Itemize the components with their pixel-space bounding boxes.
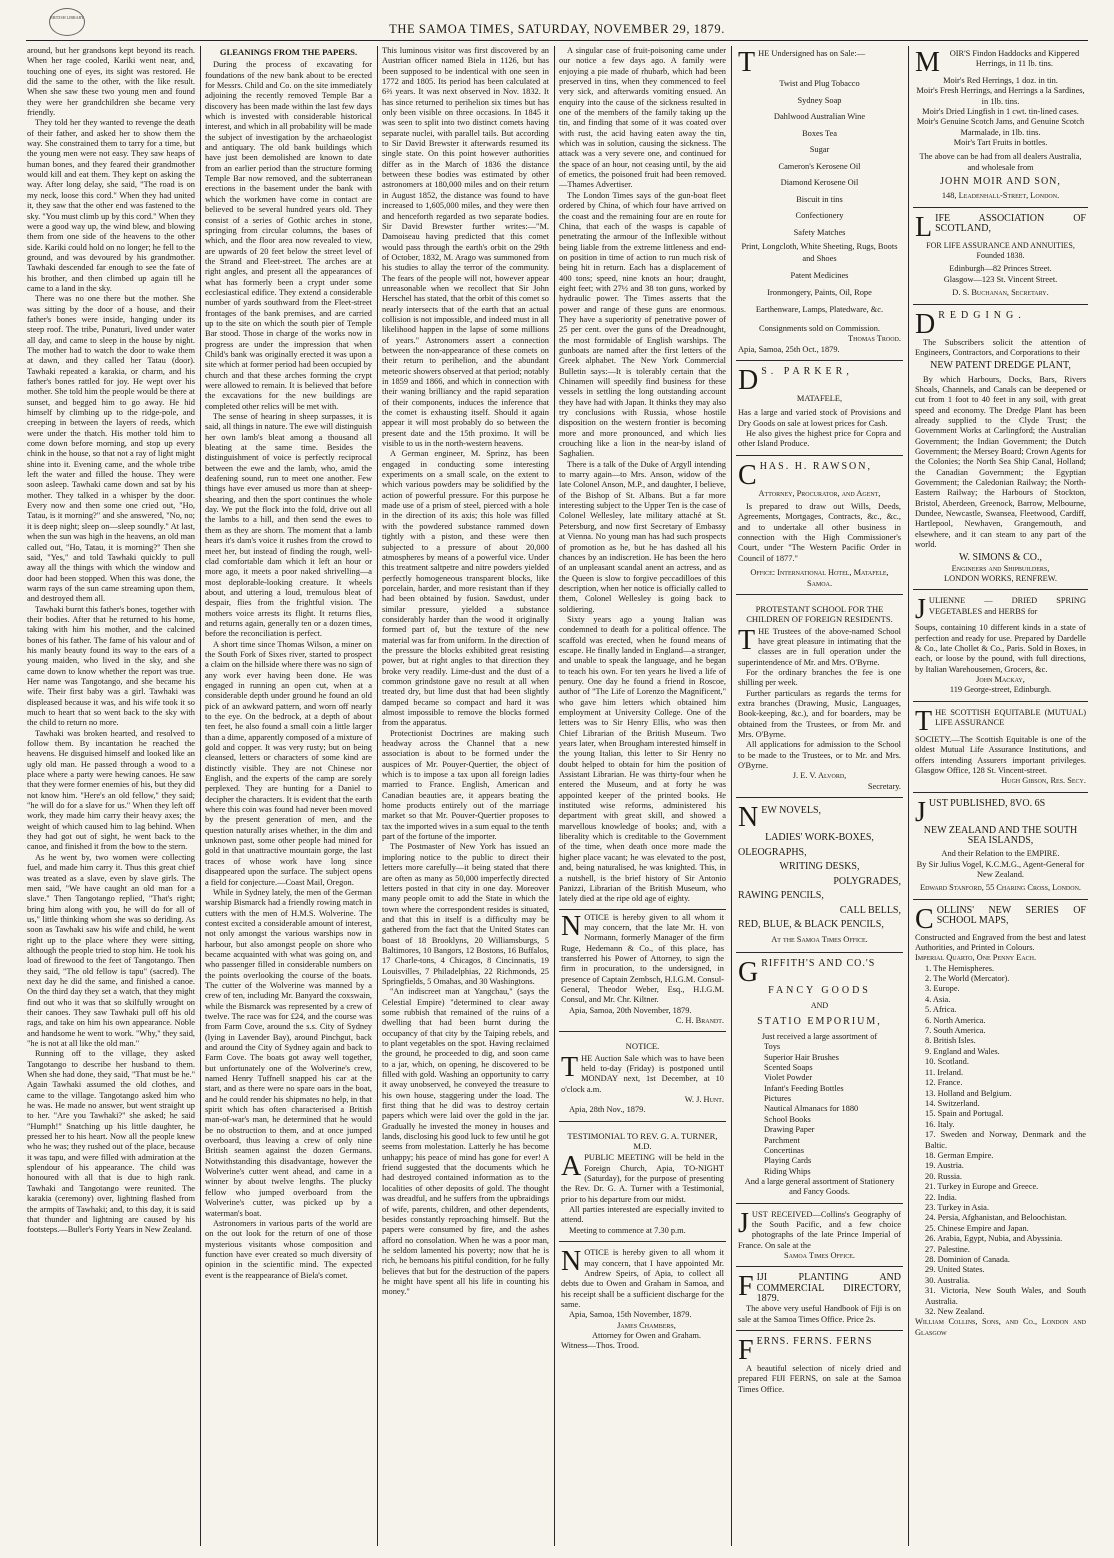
ad-heading: OLLINS' NEW SERIES OF SCHOOL MAPS, xyxy=(936,904,1086,926)
article-paragraph: While in Sydney lately, the men of the German warship Bismarck had a friendly rowing match in cutters with the men of H.M.S. Wolverine. The contest excited a considerable amount of interest, not only amongst the various warships now in harbour, but also amongst people on shore who became acquainted with what was going on, and who passenger filled in considerable numbers on the points overlooking the course of the boats. The cutter of the Wolverine was manned by a crew of ten, including Mr. Banyard the coxswain, while the Bismarck was represented by a crew of twelve. The race was for £24, and the course was from Farm Cove, around the s.s. City of Sydney (lying in Lavender Bay), around Pinchgut, back and around the City of Sydney again and back to Farm Cove. The boats got away well together, but unfortunately one of the Wolverine's crew, named Henry Tuffnell snapped his car at the start, and as there were no spare oars in the boat, and he could render his shipmates no help, in that spirit which has often characterised a British man-of-war's man, he determined that he would be no obstruction to them, and at once jumped overboard, thus leaving a crew of only nine British seamen against the dozen Germans. Notwithstanding this disadvantage, however the Wolverine's cutter went ahead, and came in a winner by about twelve lengths. The plucky fellow who jumped overboard from the Wolverine's cutter, was picked up by a waterman's boat. xyxy=(205,887,372,1218)
ad-body: A beautiful selection of nicely dried and prepared FIJI FERNS, on sale at the Samoa Times Office. xyxy=(738,1364,901,1394)
article-paragraph: A singular case of fruit-poisoning came under our notice a few days ago. A family were enjoying a pie made of rhubarb, which had been preserved in tins, when they commenced to feel very sick, and afterwards vomiting ensued. An enquiry into the cause of the sickness resulted in one of the members of the family taking up the tin, and finding that some of it was coated over with rust, the acid having eaten away the tin, which was in solution, causing the sickness. The attack was a very severe one, and continued for the space of an hour, not ceasing until, by the aid of emetics, the poisoned fruit had been removed.—Thames Advertiser. xyxy=(559,46,726,190)
ad-heading: IJI PLANTING AND COMMERCIAL DIRECTORY, 1879. xyxy=(756,1272,901,1304)
ad-item: Ironmongery, Paints, Oil, Rope xyxy=(767,288,872,297)
ad-signature: J. E. V. Alvord, xyxy=(792,771,847,781)
ad-item: Moir's Genuine Scotch Jams, and Genuine Scotch Marmalade, in 1lb. tins. xyxy=(916,117,1085,137)
notice-place: Apia, Samoa, 20th November, 1879. xyxy=(569,1005,692,1015)
ad-body: He also gives the highest price for Copra and other Island Produce. xyxy=(738,429,901,449)
notice-brandt: NOTICE is hereby given to all whom it may concern, that the late Mr. H. von Normann, formerly Manager of the firm Ruge, Hedemann & Co., of this place, has transferred his Power of Attorney, to sign the firm in procuration, to the undersigned, in presence of Captain Zembsch, H.I.G.M. Consul-General, Theodor Weber, Esq., H.I.G.M. Consul, and Mr. Chr. Kiltner. Apia, Samoa, 20th November, 1879. C. H. Brandt. xyxy=(559,909,726,1033)
ad-firm: William Collins, Sons, and Co., London and Glasgow xyxy=(915,1317,1086,1337)
ad-heading: REDGING. xyxy=(938,309,1026,321)
ad-publisher: Edward Stanford, 55 Charing Cross, London. xyxy=(919,883,1082,893)
ad-heading: ULIENNE — DRIED SPRING VEGETABLES and HERBS for xyxy=(928,596,1086,616)
ferns-advertisement: FERNS. FERNS. FERNS A beautiful selection of nicely dried and prepared FIJI FERNS, on sale at the Samoa Times Office. xyxy=(738,1335,901,1394)
ad-item: Twist and Plug Tobacco xyxy=(779,79,860,88)
map-item: 21. Turkey in Europe and Greece. xyxy=(925,1182,1039,1192)
ad-firm: W. SIMONS & CO., xyxy=(959,552,1042,564)
vogel-book-advertisement: JUST PUBLISHED, 8VO. 6S NEW ZEALAND AND THE SOUTH SEA ISLANDS, And their Relation to the EMPIRE. By Sir Julius Vogel, K.C.M.G., Agent-General for New Zealand. Edward Stanford, 55 Charing Cross, London. xyxy=(913,796,1088,900)
ad-sub: FOR LIFE ASSURANCE AND ANNUITIES, Founded 1838. xyxy=(926,240,1075,261)
ad-body: Is prepared to draw out Wills, Deeds, Agreements, Mortgages, Contracts, &c., &c., and to undertake all other business in connection with the High Commissioner's Court, under "The Western Pacific Order in Council of 1877." xyxy=(738,502,901,563)
ad-item: Infant's Feeding Bottles xyxy=(764,1083,844,1093)
notice-body: PUBLIC MEETING will be held in the Foreign Church, Apia, TO-NIGHT (Saturday), for the purpose of presenting the Rev. Dr. G. A. Turner with a Testimonial, prior to his departure from our midst. xyxy=(561,1153,724,1204)
masthead: THE SAMOA TIMES, SATURDAY, NOVEMBER 29, 1879. xyxy=(389,22,725,36)
ad-item: Biscuit in tins xyxy=(796,194,843,204)
article-paragraph: The sense of hearing in sheep surpasses, it is said, all things in nature. The ewe will distinguish her own lamb's bleat among a thousand all bleating at the same time. Besides the distinguishment of voice is perfectly reciprocal between the ewe and the lamb, who, amid the deafening sound, run to meet one another. Few things have ever amused us more than at sheep-shearing, and then the sport continues the whole day. We put the flock into the fold, drive out all the lambs to a hill, and then send the ewes to them as they are shorn. The moment that a lamb hears it's dam's voice it rushes from the crowd to meet her, but instead of finding the rough, well-clad comfortable dam which it left an hour or more ago, it meets a poor naked shrivelling—a most deplorable-looking creature. It wheels about, and uttering a loud, tremulous bleat of despair, flies from the frightful vision. The mothers voice arrests its flight. It returns flies, and returns again, generally ten or a dozen times, before the reconciliation is perfect. xyxy=(205,412,372,639)
map-item: 20. Russia. xyxy=(925,1171,962,1181)
school-advertisement: PROTESTANT SCHOOL FOR THE CHILDREN OF FOREIGN RESIDENTS. THE Trustees of the above-named School have great pleasure in intimating that the classes are in full operation under the superintendence of Mr. and Mrs. O'Byrne. For the ordinary branches the fee is one shilling per week. Further particulars as regards the terms for extra branches (Drawing, Music, Languages, Book-keeping, &c.), and for boarders, may be obtained from the Trustees, or from Mr. and Mrs. O'Byrne. All applications for admission to the School to be made to the Trustees, or to Mr. and Mrs. O'Byrne. J. E. V. Alvord, Secretary. xyxy=(736,598,903,798)
section-heading: GLEANINGS FROM THE PAPERS. xyxy=(219,47,358,57)
notice-body: Meeting to commence at 7.30 p.m. xyxy=(569,1225,686,1235)
notice-body: OTICE is hereby given to all whom it may concern, that I have appointed Mr. Andrew Speirs, of Apia, to collect all debts due to Owen and Graham in Samoa, and his receipt shall be a sufficient discharge for the same. xyxy=(561,1248,724,1309)
notice-signature: Attorney for Owen and Graham. xyxy=(591,1330,702,1340)
ad-body: For the ordinary branches the fee is one shilling per week. xyxy=(738,667,901,688)
ad-firm: JOHN MOIR AND SON, xyxy=(940,176,1061,188)
column-6 xyxy=(913,46,1088,1546)
ad-consignment: Consignments sold on Commission. xyxy=(759,324,880,333)
ad-item: Print, Longcloth, White Sheeting, Rugs, Boots and Shoes xyxy=(741,242,898,263)
ad-heading: OIR'S Findon Haddocks and Kippered Herrings, in 11 lb. tins. xyxy=(949,49,1080,69)
ad-item: Confectionery xyxy=(795,211,844,220)
map-item: 11. Ireland. xyxy=(925,1067,964,1077)
ad-item: School Books xyxy=(764,1114,811,1124)
ad-body: Soups, containing 10 different kinds in a state of perfection and ready for use. Prepared by Dardelle & Co., late Chollet & Co., Paris. Sold in Boxes, in each, or loose by the pound, with full directions, by Italian Warehousemen, Grocers, &c. xyxy=(915,623,1086,674)
ad-heading: IFE ASSOCIATION OF SCOTLAND, xyxy=(935,212,1086,235)
notice-body: All parties interested are especially invited to attend. xyxy=(561,1205,724,1225)
ad-date: Apia, Samoa, 25th Oct., 1879. xyxy=(738,344,840,354)
notice-place: Apia, 28th Nov., 1879. xyxy=(569,1105,646,1115)
ad-name: HAS. H. RAWSON, xyxy=(759,460,872,472)
ad-item: Moir's Tart Fruits in bottles. xyxy=(953,138,1048,148)
ad-name: S. PARKER, xyxy=(761,366,853,378)
scottish-equitable-advertisement: THE SCOTTISH EQUITABLE (MUTUAL) LIFE ASSURANCE SOCIETY.—The Scottish Equitable is one of the oldest Mutual Life Assurance Institutions, and offers intending Assurers important privileges. Glasgow Office, 128 St. Vincent-street. Hugh Gibson, Res. Secy. xyxy=(913,705,1088,793)
ad-heading: HE SCOTTISH EQUITABLE (MUTUAL) LIFE ASSURANCE xyxy=(935,707,1086,728)
parker-advertisement: D S. PARKER, MATAFELE, Has a large and varied stock of Provisions and Dry Goods on sale at lowest prices for Cash. He also gives the highest price for Copra and other Island Produce. xyxy=(736,364,903,456)
ad-body: Further particulars as regards the terms for extra branches (Drawing, Music, Languages, Book-keeping, &c.), and for boarders, may be obtained from the Trustees, or from Mr. and Mrs. O'Byrne. xyxy=(738,688,901,739)
ad-body: The Subscribers solicit the attention of Engineers, Contractors, and Corporations to their xyxy=(915,337,1086,357)
ad-item: CALL BELLS, xyxy=(839,904,901,916)
ad-item: Concertinas xyxy=(764,1145,805,1155)
map-item: 8. British Isles. xyxy=(925,1036,976,1046)
ad-body: The above very useful Handbook of Fiji is on sale at the Samoa Times Office. Price 2s. xyxy=(738,1304,901,1324)
article-paragraph: This luminous visitor was first discovered by an Austrian officer named Biela in 1126, but has been supposed to be indentical with one seen in 1772 and 1805. Its period has been calculated at 6⅔ years. It was next observed in Nov. 1832. It has since returned to perihelion six times but has only been visible on three occasions. In 1845 it was seen to split into two distinct comets having separate nuclei, with parallel tails. But according to Sir David Brewster it afterwards resumed its single state. On this point however authorities differ as in the March of 1836 the distance between these bodies was estimated by other astronomers at 180,000 miles and on their return in August 1852, the distance was found to have increased to 1,605,000 miles, and they were then and henceforth regarded as two separate bodies. Sir David Brewster further writes:—"M. Damoiseau having predicted that this comet would pass through the earth's orbit on the 29th of October, 1832, M. Arago was summoned from his studies to allay the terror of the community. The fears of the people will not, however appear unreasonable when we recollect that Sir John Herschel has stated, that the orbit of this comet so nearly intersects that of the earth that an actual collision is not impossible, and indeed must in all likelihood happen in the lapse of some millions of years." Astronomers assert a connection between the non-appearance of these comets on their return to perihelion, and the abundant meteoric showers observed at that period; notably in 1859 and 1866, and which in connection with their waning brilliancy and the rapid separation of their components, induces the inference that the comet is exhausting itself. Should it again appear it will most probably do so between the present date and the 15th proximo. It will be visible to us in the north-western heavens. xyxy=(382,46,549,449)
notice-heading: TESTIMONIAL TO REV. G. A. TURNER, M.D. xyxy=(567,1130,718,1152)
notice-auction: NOTICE. THE Auction Sale which was to have been held to-day (Friday) is postponed until MONDAY next, 1st December, at 10 o'clock a.m. W. J. Hunt. Apia, 28th Nov., 1879. xyxy=(559,1035,726,1121)
library-stamp: BRITISH LIBRARY xyxy=(49,8,85,36)
ad-item: LADIES' WORK-BOXES, xyxy=(765,832,874,844)
ad-item: Toys xyxy=(764,1042,781,1052)
ad-heading: STATIO EMPORIUM, xyxy=(757,1015,882,1027)
ad-office: Office: International Hotel, Matafele, Samoa. xyxy=(750,568,889,588)
article-paragraph: The Postmaster of New York has issued an imploring notice to the public to direct their letters more carefully—it being stated that there are often as many as 50,000 imperfectly directed letters posted in that city in one day. Moreover many people omit to add the State in which the town where the correspondent resides is situated, and that this in itself is a difficulty may be gathered from the fact that the United States can boast of 18 Brooklyns, 20 Williamsburgs, 5 Baltimores, 10 Bangors, 12 Bostons, 16 Buffalos, 17 Charle-tons, 4 Chicagos, 8 Cincinnatis, 19 Louisvilles, 7 Philadelphias, 22 Richmonds, 25 Springfields, 5 Omahas, and 30 Washingtons. xyxy=(382,842,549,986)
map-item: 23. Turkey in Asia. xyxy=(925,1202,989,1212)
column-rule xyxy=(908,46,909,1546)
ad-body: SOCIETY.—The Scottish Equitable is one of the oldest Mutual Life Assurance Institutions, and offers intending Assurers important privileges. Glasgow Office, 128 St. Vincent-street. xyxy=(915,734,1086,775)
ad-tail: And a large general assortment of Stationery and Fancy Goods. xyxy=(744,1176,895,1197)
ad-item: RED, BLUE, & BLACK PENCILS, xyxy=(738,919,884,931)
map-item: 17. Sweden and Norway, Denmark and the Baltic. xyxy=(925,1130,1086,1150)
map-item: 18. German Empire. xyxy=(925,1150,994,1160)
map-item: 9. England and Wales. xyxy=(925,1046,1000,1056)
notice-body: HE Auction Sale which was to have been held to-day (Friday) is postponed until MONDAY next, 1st December, at 10 o'clock a.m. xyxy=(561,1053,724,1094)
ad-item: Parchment xyxy=(764,1135,800,1145)
column-1 xyxy=(27,46,195,1546)
griffith-advertisement: GRIFFITH'S AND CO.'S FANCY GOODS AND STATIO EMPORIUM, Just received a large assortment of Toys Superior Hair Brushes Scented Soaps Violet Powder Infant's Feeding Bottles Pictures Nautical Almanacs for 1880 School Books Drawing Paper Parchment Concertinas Playing Cards Riding Whips And a large general assortment of Stationery and Fancy Goods. xyxy=(736,956,903,1204)
article-paragraph: There is a talk of the Duke of Argyll intending to marry again—to Mrs. Anson, widow of the late Colonel Anson, M.P., and daughter, I believe, of the Bishop of St. Albans. But a far more interesting subject to the Upper Ten is the case of Colonel Wellesley, late military attaché at St. Petersburg, and now first Secretary of Embassy at Vienna. No young man has had such prospects of promotion as he, but he has dashed all his chances by an indiscretion. He has been the hero of an unpleasant scandal anent an actress, and as the Queen is slow to forgive peccadilloes of this description, when her notice is officially called to them, Colonel Wellesley is going back to soldiering. xyxy=(559,459,726,614)
ad-item: Violet Powder xyxy=(764,1073,813,1083)
story-paragraph: As he went by, two women were collecting fuel, and made him carry it. Thus this great chief was treated as a slave, even by slave girls. The men said, "We have caught an old man for a slave." Then Tangotango replied, "That's right; bring him along with you, he will do for all of us," little thinking whom she was so deriding. As soon as Tawhaki saw his wife and child, he went right up to the place where they were sitting, although the people tried to stop him. He took his load of firewood to the feet of Tangotango. Then they said, "The old fellow is tapu" (sacred). The next day he did the same, and finished a canoe. On the third day they set a watch, that they might find out who it was that so skilfully wrought on their canoes. They saw Tawhaki pull off his old rags, and take on him his own appearance. Noble and handsome he went to work. "Why," they said, "he is not at all like the old man." xyxy=(27,852,195,1048)
map-item: 10. Scotland. xyxy=(925,1057,969,1067)
ad-body: And their Relation to the EMPIRE. xyxy=(941,849,1060,859)
ad-item: Riding Whips xyxy=(764,1166,811,1176)
map-item: 1. The Hemispheres. xyxy=(925,963,995,973)
school-maps-advertisement: COLLINS' NEW SERIES OF SCHOOL MAPS, Constructed and Engraved from the best and latest Authorities, and Printed in Colours. Imperial Quarto, One Penny Each. 1. The Hemispheres. 2. The World (Mercator). 3. Europe. 4. Asia. 5. Africa. 6. North America. 7. South America. 8. British Isles. 9. England and Wales. 10. Scotland. 11. Ireland. 12. France. 13. Holland and Belgium. 14. Switzerland. 15. Spain and Portugal. 16. Italy. 17. Sweden and Norway, Denmark and the Baltic. 18. German Empire. 19. Austria. 20. Russia. 21. Turkey in Europe and Greece. 22. India. 23. Turkey in Asia. 24. Persia, Afghanistan, and Beloochistan. 25. Chinese Empire and Japan. 26. Arabia, Egypt, Nubia, and Abyssinia. 27. Palestine. 28. Dominion of Canada. 29. United States. 30. Australia. 31. Victoria, New South Wales, and South Australia. 32. New Zealand. William Collins, Sons, and Co., London and Glasgow xyxy=(915,903,1086,1337)
stationery-advertisement: NEW NOVELS, LADIES' WORK-BOXES, OLEOGRAPHS, WRITING DESKS, POLYGRADES, RAWING PENCILS, CALL BELLS, RED, BLUE, & BLACK PENCILS, At the Samoa Times Office. xyxy=(736,801,903,953)
map-item: 5. Africa. xyxy=(925,1005,957,1015)
ad-body: Has a large and varied stock of Provisions and Dry Goods on sale at lowest prices for Cash. xyxy=(738,408,901,428)
ad-item: Sugar xyxy=(809,145,830,154)
ad-item: RAWING PENCILS, xyxy=(738,890,824,902)
ad-item: Scented Soaps xyxy=(764,1063,813,1073)
masthead-rule xyxy=(26,40,1088,41)
map-item: 27. Palestine. xyxy=(925,1244,970,1254)
notice-witness: Witness—Thos. Trood. xyxy=(561,1341,640,1351)
ad-location: Samoa Times Office. xyxy=(784,1250,855,1260)
ad-item: Diamond Kerosene Oil xyxy=(780,178,859,187)
ad-body: UST RECEIVED—Collins's Geography of the South Pacific, and a few choice photographs of the late Prince Imperial of France. On sale at the xyxy=(738,1209,901,1250)
ad-place: MATAFELE, xyxy=(796,394,843,404)
article-paragraph: Protectionist Doctrines are making such headway across the Channel that a new association is about to be formed under the auspices of Mr. Pouyer-Quertier, the object of which is to impose a tax upon all foreign ladies married to France. English, American and Canadian beauties are, it appears beating the home products entirely out of the marriage market so that Mr. Pouver-Quertier proposes to tax the imported wives in a sum equal to the tenth part of the fortune of the importer. xyxy=(382,728,549,842)
column-5 xyxy=(736,46,903,1546)
ad-signature: Secretary. xyxy=(867,781,901,791)
map-item: 3. Europe. xyxy=(925,984,960,994)
ad-item: Moir's Fresh Herrings, and Herrings a la Sardines, in 1lb. tins. xyxy=(916,86,1085,106)
ad-item: EW NOVELS, xyxy=(761,805,822,817)
column-rule xyxy=(377,46,378,1546)
article-paragraph: During the process of excavating for foundations of the new bank about to be erected for Messrs. Child and Co. on the site immediately adjoining the recently removed Temple Bar a discovery has been made within the last few days which is invested with considerable historical interest, and which in all probability will be made the subject of investigation by the archaeologist and antiquary. The old bank buildings which have just been demolished are known to date from an earlier period than the structure forming Temple Bar now removed, and the subterranean erections in the basement under the bank with which the workmen have come in contact are believed to be several hundred years old. They consist of a series of Gothic arches in stone, springing from circular columns, the bases of which, and the floor area now revealed to view, are upwards of 20 feet below the street level of the Strand and Fleet-street. The arches are at right angles, and present all the appearances of what has formerly been a crypt under some ecclesiastical edifice. They extend a considerable number of yards southward from the Fleet-street frontages of the bank premises, and are carried up to the site on which the south pier of Temple Bar stood. Those in charge of the works now in progress are under the impression that when Child's bank was originally erected it was upon a site which at former period had been occupied by church and that these arches forming the crypt were allowed to remain. It is believed that before the excavations for the new buildings are completed other relics will be met with. xyxy=(205,60,372,411)
ad-item: Moir's Red Herrings, 1 doz. in tin. xyxy=(943,76,1058,85)
julienne-advertisement: JULIENNE — DRIED SPRING VEGETABLES and HERBS for Soups, containing 10 different kinds in a state of perfection and ready for use. Prepared by Dardelle & Co., late Chollet & Co., Paris. Sold in Boxes, in each, or loose by the pound, with full directions, by Italian Warehousemen, Grocers, &c. John Mackay, 119 George-street, Edinburgh. xyxy=(913,593,1088,701)
ad-item: Pictures xyxy=(764,1094,791,1104)
ad-address: 119 George-street, Edinburgh. xyxy=(949,685,1052,695)
ad-body: By which Harbours, Docks, Bars, Rivers Shoals, Channels, and Canals can be deepened or cut from 1 foot to 40 feet in any soil, with great speed and economy. The Dredge Plant has been already supplied to the Clyde Trust; the Government Works at Carlingford; the Australian Government; the Indian Government; the Dutch Government; the Mersey Board; Crown Agents for the Colonies; the North Sea Ship Canal, Holland; the Canadian Government; the Egyptian Government; the Caledonian Railway; the North-Eastern Railway; the Harbours of Stockton, Bristol, Aberdeen, Greenock, Barrow, Melbourne, Dundee, Newcastle, Swansea, Fleetwood, Cardiff, Hartlepool, Newhaven, Grangemouth, and elsewhere, and it can steam to any part of the world. xyxy=(915,374,1086,550)
map-item: 16. Italy. xyxy=(925,1119,955,1129)
map-item: 30. Australia. xyxy=(925,1275,970,1285)
ad-title: Attorney, Procurator, and Agent, xyxy=(758,488,881,498)
column-3 xyxy=(382,46,549,1546)
map-item: 13. Holland and Belgium. xyxy=(925,1088,1012,1098)
ad-item: Patent Medicines xyxy=(790,271,849,280)
map-item: 2. The World (Mercator). xyxy=(925,974,1010,984)
map-item: 12. France. xyxy=(925,1078,963,1088)
story-paragraph: There was no one there but the mother. She was sitting by the door of a house, and their father's bones were inside, hanging under its steep roof. The tribe, Punaturi, lived under water all day, and came to sleep in the house by night. The mother had to watch the door to wake them at dawn, and they called her Tatau (door). Tawhaki repeated a karakia, or charm, and his father's bones rattled for joy. He wept over his mother. She told him the people would be there at sunset, and begged him to go away. He hid himself by climbing up to the ridge-pole, and creeping in between the layers of reeds, which were under the thatch. His mother told him to come down before morning, and stop up every chink in the house, so that not a ray of light might shine into it. Evening came, and the whole tribe left the water and filled the house. They were soon asleep. Tawhaki came down and sat by his mother. They talked in a whisper by the door. Every now and then some one cried out, "Ho, Tatau, is it morning?" and she answered, "No, no; it is deep night; sleep on—sleep soundly." At last, when the sun was high in the heavens, an old man called out, "Ho, Tatau, it is morning?" Then she said, "Yes," and told Tawhaki quickly to pull away all the things with which the window and door had been stopped. When this was done, the warm rays of the sun came streaming upon them, and destroyed them all. xyxy=(27,294,195,604)
ad-heading: PROTESTANT SCHOOL FOR THE CHILDREN OF FOREIGN RESIDENTS. xyxy=(746,603,893,625)
notice-place: Apia, Samoa, 15th November, 1879. xyxy=(569,1310,692,1320)
ad-item: Earthenware, Lamps, Platedware, &c. xyxy=(755,305,884,314)
notice-body: OTICE is hereby given to all whom it may concern, that the late Mr. H. von Normann, formerly Manager of the firm Ruge, Hedemann & Co., of this place, has transferred his Power of Attorney, to sign the firm in procuration, to the undersigned, in presence of Captain Zembsch, H.I.G.M. Consul-General, Theodor Weber, Esq., H.I.G.M. Consul, and Mr. Chr. Kiltner. xyxy=(561,912,724,1005)
map-item: 32. New Zealand. xyxy=(925,1307,985,1317)
ad-body: Constructed and Engraved from the best and latest Authorities, and Printed in Colours. xyxy=(915,932,1086,952)
map-item: 29. United States. xyxy=(925,1265,985,1275)
ad-item: Nautical Almanacs for 1880 xyxy=(764,1104,859,1114)
column-rule xyxy=(200,46,201,1546)
article-paragraph: "An indiscreet man at Yangchau," (says the Celestial Empire) "determined to clear away some rubbish that remained of the ruins of a dwelling that had been burnt during the occupancy of that city by the Taiping rebels, and to plant vegetables on the spot. Having reclaimed the ground, he proceeded to dig, and soon came to a jar, which, on opening, he discovered to be filled with gold. Washing an opportunity to carry it away unobserved, he conveyed the treasure to his own house, staggering under the load. The first thing that he did was to destroy certain papers which were laid over the gold in the jar. Gradually he invested the money in houses and lands, disclosing his good luck to few until he got seems from molestation. Latterly he has become unhappy; his peace of mind has gone for ever! A friend suggested that the documents which he had destroyed contained information as to the localities of other deposits of gold. The thought was dreadful, and he suffers from the upbraidings of wife, parents, children, and other dependents, besides constantly reproaching himself. But the papers were consumed by fire, and the ashes afford no consolation. When he was a poor man, he seldom lamented his poverty; now that he is rich, he bemoans his pitiful condition, for he fully believes that but for the destruction of the papers he might have spent all his life in counting his money." xyxy=(382,987,549,1297)
notice-signature: W. J. Hunt. xyxy=(684,1095,724,1105)
ad-address: 148, Leadenhall-Street, London. xyxy=(941,191,1060,201)
ad-office: Glasgow—123 St. Vincent Street. xyxy=(943,274,1058,284)
ad-item: Sydney Soap xyxy=(797,95,842,105)
life-association-advertisement: LIFE ASSOCIATION OF SCOTLAND, FOR LIFE ASSURANCE AND ANNUITIES, Founded 1838. Edinburgh—82 Princes Street. Glasgow—123 St. Vincent Street. D. S. Buchanan, Secretary. xyxy=(913,211,1088,305)
ad-heading: AND xyxy=(810,1001,829,1011)
ad-price: Imperial Quarto, One Penny Each. xyxy=(915,953,1037,963)
ad-heading: FANCY GOODS xyxy=(768,985,871,997)
ad-author: By Sir Julius Vogel, K.C.M.G., Agent-General for New Zealand. xyxy=(916,859,1085,879)
map-item: 15. Spain and Portugal. xyxy=(925,1109,1004,1119)
ad-item: OLEOGRAPHS, xyxy=(738,846,807,858)
ad-intro: HE Undersigned has on Sale:— xyxy=(758,49,866,58)
notice-chambers: NOTICE is hereby given to all whom it may concern, that I have appointed Mr. Andrew Speirs, of Apia, to collect all debts due to Owen and Graham in Samoa, and his receipt shall be a sufficient discharge for the same. Apia, Samoa, 15th November, 1879. James Chambers, Attorney for Owen and Graham. Witness—Thos. Trood. xyxy=(561,1246,724,1351)
map-item: 6. North America. xyxy=(925,1015,986,1025)
column-4 xyxy=(559,46,726,1546)
ad-body: All applications for admission to the School to be made to the Trustees, or to Mr. and Mrs. O'Byrne. xyxy=(738,740,901,770)
story-paragraph: Tawhaki was broken hearted, and resolved to follow them. By incantation he reached the heavens. He disguised himself and looked like an ugly old man. He passed through a wood to a place where a party were hewing canoes. He saw that they were former enemies of his, but they did not know him. "Here's an old fellow," they said; "he will do for a slave for us." When they left off work, they made him carry their heavy axes; the weight of which caused him to lag behind. When they had got out of sight, he went back to the canoe, and finished it from the bow to the stern. xyxy=(27,728,195,852)
map-item: 22. India. xyxy=(925,1192,957,1202)
map-item: 28. Dominion of Canada. xyxy=(925,1255,1010,1264)
ad-item: WRITING DESKS, xyxy=(779,861,860,873)
ad-intro: Just received a large assortment of xyxy=(761,1032,878,1042)
map-item: 4. Asia. xyxy=(925,994,951,1004)
ad-title: NEW ZEALAND AND THE SOUTH SEA ISLANDS, xyxy=(923,824,1078,846)
dredging-advertisement: DREDGING. The Subscribers solicit the attention of Engineers, Contractors, and Corporations to their NEW PATENT DREDGE PLANT, By which Harbours, Docks, Bars, Rivers Shoals, Channels, and Canals can be deepened or cut from 1 foot to 40 feet in any soil, with great speed and economy. The Dredge Plant has been already supplied to the Clyde Trust; the Government Works at Carlingford; the Australian Government; the Indian Government; the Dutch Government; the Mersey Board; Crown Agents for the Colonies; the North Sea Ship Canal, Holland; the Canadian Government; the Egyptian Government; the Caledonian Railway; the North-Eastern Railway; the Harbours of Stockton, Bristol, Aberdeen, Greenock, Barrow, Melbourne, Dundee, Newcastle, Swansea, Fleetwood, Cardiff, Hartlepool, Newhaven, Grangemouth, and elsewhere, and it can steam to any part of the world. W. SIMONS & CO., Engineers and Shipbuilders, LONDON WORKS, RENFREW. xyxy=(913,308,1088,591)
ad-firm: Engineers and Shipbuilders, xyxy=(951,563,1050,573)
story-paragraph: Running off to the village, they asked Tangotango to describe her husband to them. When she had done, they said, "That must be he." Again Tawhaki assumed the old clothes, and came to the village. Tangotango asked him who he was. He made no answer, but went straight up to her. "Are you Tawhaki?" she asked; he said "Humph!" Snatching up his little daughter, he pressed her to his heart. Now all the people knew who he was; they rushed out of the place, because it was tapu, and were filled with admiration at the splendour of his appearance. The child was honoured with all that is due to high rank. Tawhaki and Tangotango were reunited. The karakia (ceremony) over, lightning flashed from the armpits of Tawhaki; and, to this day, it is said that thunder and lightning are caused by his footsteps.—Buller's Forty Years in New Zealand. xyxy=(27,1049,195,1235)
article-paragraph: A German engineer, M. Sprinz, has been engaged in conducting some interesting experiments on a small scale, on the extent to which various powders may be solidified by the action of powerful pressure. For this purpose he made use of a prism of steel, pierced with a hole in the direction of its axis; this hole was filled with the powdered substance rammed down tightly with a piston, and these were then subjected to a pressure of about 20,000 atmospheres by means of a powerful vice. Under this treatment saltpetre and nitre powders yielded perfectly homogeneous transparent blocks, like porcelain, harder, and more resistant than if they had been obtained by fusion. Sawdust, under similar pressure, yielded a substance considerably harder than the wood it originally formed part of, but the texture of the new material was far from uniform. In the direction of the pressure the blocks exhibited great resisting power, but at right angles to that direction they broke very readily. Lime-dust and the dust of a common grindstone gave no result at all when treated dry, but lime dust that had been slightly damped became so compact and hard it was almost impossible to remove the blocks formed from the apparatus. xyxy=(382,449,549,728)
rawson-advertisement: CHAS. H. RAWSON, Attorney, Procurator, and Agent, Is prepared to draw out Wills, Deeds, Agreements, Mortgages, Contracts, &c., &c., and to undertake all other business in connection with the High Commissioner's Court, under "The Western Pacific Order in Council of 1877." Office: International Hotel, Matafele, Samoa. xyxy=(736,459,903,595)
ad-item: Drawing Paper xyxy=(764,1125,815,1135)
ad-location: LONDON WORKS, RENFREW. xyxy=(943,574,1058,584)
ad-location: At the Samoa Times Office. xyxy=(771,934,868,944)
map-item: 31. Victoria, New South Wales, and South Australia. xyxy=(925,1286,1086,1306)
story-paragraph: Tawhaki burnt this father's bones, together with their bodies. After that he returned to his home, taking with him his mother, and the calcined bones of his father. The fame of his valour and of his manly beauty found its way to the ears of a young maiden, who lived in the sky, and she came down to know whether the report was true. Her name was Tangotango, and she became his wife. Their first baby was a girl. Tawhaki was displeased because it was, and his wife took it so much to heart that so went back to the sky with the child to return no more. xyxy=(27,604,195,728)
ad-heading: NEW PATENT DREDGE PLANT, xyxy=(930,360,1071,372)
ad-office: Edinburgh—82 Princes Street. xyxy=(949,264,1052,274)
moir-advertisement: M OIR'S Findon Haddocks and Kippered Herrings, in 11 lb. tins. Moir's Red Herrings, 1 doz. in tin. Moir's Fresh Herrings, and Herrings a la Sardines, in 1lb. tins. Moir's Dried Lingfish in 1 cwt. tin-lined cases. Moir's Genuine Scotch Jams, and Genuine Scotch Marmalade, in 1lb. tins. Moir's Tart Fruits in bottles. The above can be had from all dealers Australia, and wholesale from JOHN MOIR AND SON, 148, Leadenhall-Street, London. xyxy=(913,46,1088,208)
ad-item: POLYGRADES, xyxy=(833,875,901,887)
ad-signature: D. S. Buchanan, Secretary. xyxy=(952,288,1049,298)
fiji-directory-advertisement: FIJI PLANTING AND COMMERCIAL DIRECTORY, 1879. The above very useful Handbook of Fiji is on sale at the Samoa Times Office. Price 2s. xyxy=(736,1270,903,1331)
map-item: 26. Arabia, Egypt, Nubia, and Abyssinia. xyxy=(925,1234,1063,1244)
map-item: 24. Persia, Afghanistan, and Beloochistan. xyxy=(925,1213,1067,1223)
article-paragraph: Astronomers in various parts of the world are on the out look for the return of one of those mysterious visitants whose composition and function have ever created so much diversity of opinion in the scientific mind. The expected event is the reappearance of Biela's comet. xyxy=(205,1218,372,1280)
ad-name: RIFFITH'S AND CO.'S xyxy=(761,958,876,970)
column-rule xyxy=(731,46,732,1546)
ad-signature: Thomas Trood. xyxy=(848,334,901,344)
ad-item: Playing Cards xyxy=(764,1156,812,1166)
received-advertisement: JUST RECEIVED—Collins's Geography of the South Pacific, and a few choice photographs of the late Prince Imperial of France. On sale at the Samoa Times Office. xyxy=(736,1207,903,1268)
ad-item: Dahlwood Australian Wine xyxy=(773,112,866,121)
map-item: 19. Austria. xyxy=(925,1161,964,1171)
trood-advertisement: THE Undersigned has on Sale:— Twist and Plug Tobacco Sydney Soap Dahlwood Australian Wine Boxes Tea Sugar Cameron's Kerosene Oil Diamond Kerosene Oil Biscuit in tins Confectionery Safety Matches Print, Longcloth, White Sheeting, Rugs, Boots and Shoes Patent Medicines Ironmongery, Paints, Oil, Rope Earthenware, Lamps, Platedware, &c. Consignments sold on Commission. Thomas Trood. Apia, Samoa, 25th Oct., 1879. xyxy=(736,46,903,361)
notice-heading: NOTICE. xyxy=(625,1041,660,1052)
article-paragraph: The London Times says of the gun-boat fleet ordered by China, of which four have arrived on the coast and the remaining four are en route for China, that each of the wasps is capable of penetrating the armour of the Inflexible without being liable from the extreme littleness and end-on position in time of action to run much risk of being hit in return. Each has a displacement of 400 tons; speed, nine knots an hour; draught, eight feet; with 27½ and 38 ton guns, worked by hydraulic power. The Times asserts that the power and range of these guns are enormous. They have a superiority of penetrative power of 25 per cent. over the guns of the Dreadnought, the most formidable of English warships. The gunboats are named after the first letters of the Greek alphabet. The New York Commercial Bulletin says:—It is tolerably certain that the Chinamen will speedily find business for these vessels in settling the long outstanding account they have had with Japan. It thinks they may also try conclusions with Russia, whose hostile disposition on the western frontier is becoming more and more pronounced, and which lies crouching like a lion in the near-by island of Saghalien. xyxy=(559,190,726,459)
notice-signature: C. H. Brandt. xyxy=(675,1015,724,1025)
map-item: 25. Chinese Empire and Japan. xyxy=(925,1223,1029,1233)
article-paragraph: Sixty years ago a young Italian was condemned to death for a political offence. The scaffold was erected, when he found means of escape. He finally landed in England—a stranger, and unable to speak the language, and he began to teach his own. For ten years he lived a life of penury. One day he found a friend in Roscoe, author of "The Life of Lorenzo the Magnificent," who gave him letters which obtained him employment at University College. One of the letters was to Sir Henry Ellis, who was then Chief Librarian of the British Museum. Two years later, when Brougham interested himself in the young Italian, this letter to Sir Henry no doubt helped to obtain for him the position of Assistant Librarian. He was thirty-four when he entered the Museum, and at forty he was appointed keeper of the printed books. He instituted wise reforms, administered his department with great skill, and showed a marvellous knowledge of books; and, with a liberality which is creditable to the Government of the time, when death once more made the higher place vacant; he was elevated to the post, and, being naturalised, he was knighted. This, in a nutshell, is the brief history of Sir Antonio Panizzi, Librarian of the British Museum, who lately died at the ripe old age of eighty. xyxy=(559,614,726,904)
column-rule xyxy=(554,46,555,1546)
column-2 xyxy=(205,46,372,1546)
ad-signature: John Mackay, xyxy=(976,675,1025,685)
ad-signature: Hugh Gibson, Res. Secy. xyxy=(1001,776,1086,786)
ad-item: Safety Matches xyxy=(793,227,846,237)
ad-item: Boxes Tea xyxy=(802,128,837,138)
story-paragraph: They told her they wanted to revenge the death of their father, and asked her to show them the way. She constrained them to tarry for a time, but the young men were not easy. They saw heaps of human bones, and they feared their grandmother would kill and eat them. They kept on asking the way. After long delay, she said, "The road is on my neck, loose this cord." When they had united it, they saw that the other end was fastened to the sky. "You must climb up by this cord." When they were a good way up, the wind blew, and blowing them from one side of the heavens to the other side. Kariki could hold on no longer; he fell to the ground, and was devoured by his grandmother. Tawhaki descended far enough to see the fate of his brother, and then climbed up again till he came to a land in the sky. xyxy=(27,118,195,293)
ad-item: Superior Hair Brushes xyxy=(764,1052,839,1062)
article-paragraph: A short time since Thomas Wilson, a miner on the South Fork of Sixes river, started to prospect a claim on the hillside where there was no sign of any work ever having been done. He was engaged in running an open cut, when at a considerable depth under ground he found an old pick of an awkward pattern, and worn off nearly to the eye. On the bedrock, at a depth of about ten feet, he also found a small coin a little larger than a dime, apparently composed of a mixture of gold and copper. It was very rusty; but on being cleansed, letters or characters of some kind are distinctly visible. They are not Chinese nor English, and the experts of the camp are sorely perplexed. They are hunting for a Daniel to decipher the characters. It is evident that the earth where this coin was found had never been moved by the present generation of men, and the question naturally arises whether, in the dim and unknown past, some other people had mined for gold in that unattractive mountain gorge, the last traces of whose work have long since disappeared upon the surface. The subject opens a field for conjecture.—Coast Mail, Oregon. xyxy=(205,639,372,887)
map-item: 7. South America. xyxy=(925,1026,986,1036)
ad-item: Moir's Dried Lingfish in 1 cwt. tin-lined cases. xyxy=(922,107,1079,117)
ad-heading: UST PUBLISHED, 8VO. 6S xyxy=(928,797,1046,809)
map-item: 14. Switzerland. xyxy=(925,1098,980,1108)
ad-heading: ERNS. FERNS. FERNS xyxy=(756,1336,873,1347)
story-paragraph: around, but her grandsons kept beyond its reach. When her rage cooled, Kariki went near, and, touching one of eyes, its sight was restored. He did the same to the other, with the like result. When she saw these two young men and found they were her grandchildren she became very friendly. xyxy=(27,46,195,118)
testimonial-notice: TESTIMONIAL TO REV. G. A. TURNER, M.D. APUBLIC MEETING will be held in the Foreign Church, Apia, TO-NIGHT (Saturday), for the purpose of presenting the Rev. Dr. G. A. Turner with a Testimonial, prior to his departure from our midst. All parties interested are especially invited to attend. Meeting to commence at 7.30 p.m. xyxy=(559,1125,726,1242)
ad-body: The above can be had from all dealers Australia, and wholesale from xyxy=(919,152,1082,172)
ad-body: HE Trustees of the above-named School have great pleasure in intimating that the classes are in full operation under the superintendence of Mr. and Mrs. O'Byrne. xyxy=(738,626,901,667)
notice-signature: James Chambers, xyxy=(617,1320,676,1330)
ad-item: Cameron's Kerosene Oil xyxy=(778,161,861,171)
